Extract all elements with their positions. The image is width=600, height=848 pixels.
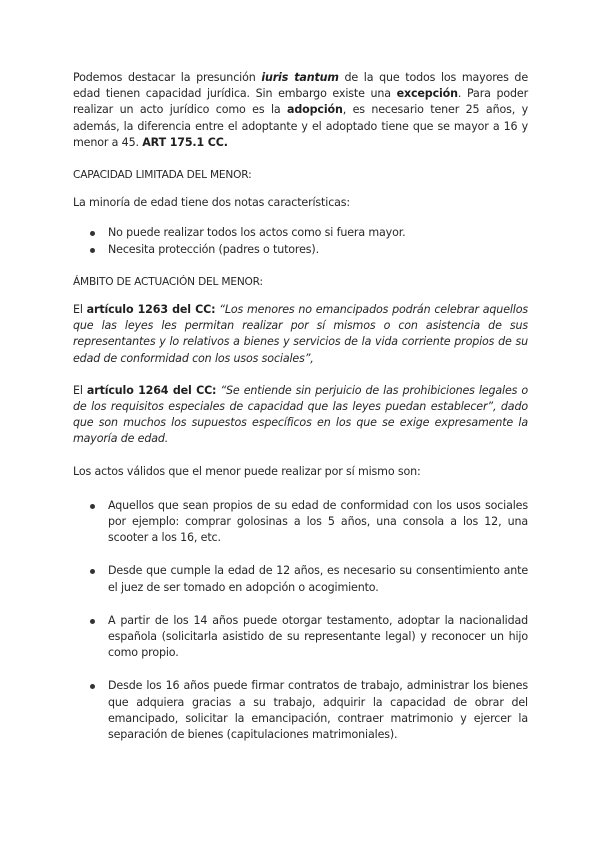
list-item-text: No puede realizar todos los actos como si fuera mayor.	[108, 226, 406, 240]
intro-text: , es necesario tener 25 años, y además, la diferencia entre el adoptante y el adoptado tiene que se mayor a 16 y menor a 45.	[73, 103, 528, 149]
section-heading-ambito: ÁMBITO DE ACTUACIÓN DEL MENOR:	[73, 275, 263, 288]
bullet-icon	[90, 619, 95, 624]
list-item	[73, 613, 528, 662]
intro-text: . Para poder realizar un acto jurídico como es la	[73, 87, 528, 117]
adopcion-term: adopción	[287, 103, 343, 117]
article-1263-quote: “Los menores no emancipados podrán celebrar aquellos que las leyes les permitan realizar por sí mismos o con asistencia de sus representantes y lo relativos a bienes y servicios de la vida corriente propios de su edad de conformidad con los usos sociales”,	[73, 303, 528, 365]
bullet-icon	[90, 569, 95, 574]
list-item	[73, 563, 528, 595]
list-item	[73, 678, 528, 743]
list-item-text: Necesita protección (padres o tutores).	[108, 242, 319, 256]
article-1263-paragraph	[73, 302, 528, 367]
article-1264-reference: artículo 1264 del CC:	[86, 383, 217, 397]
article-reference: ART 175.1 CC.	[142, 135, 228, 149]
article-1264-quote: “Se entiende sin perjuicio de las prohibiciones legales o de los requisitos especiales de capacidad que las leyes puedan establecer”, dado que son muchos los supuestos específicos en los que se exige expresamente la mayoría de edad.	[73, 383, 528, 446]
bullet-icon	[90, 231, 95, 236]
bullet-icon	[90, 684, 95, 689]
intro-text: de la que todos los mayores de edad tienen capacidad jurídica. Sin embargo existe una	[73, 71, 528, 101]
document-body	[73, 70, 528, 743]
article-1263-reference: artículo 1263 del CC:	[86, 303, 216, 317]
section-heading-capacidad: CAPACIDAD LIMITADA DEL MENOR:	[73, 169, 252, 182]
article-prefix: El	[73, 383, 87, 397]
section1-lead: La minoría de edad tiene dos notas características:	[73, 196, 351, 210]
valid-acts-list	[73, 498, 528, 743]
list-item-text: Desde los 16 años puede firmar contratos de trabajo, administrar los bienes que adquiera gracias a su trabajo, adquirir la capacidad de obrar del emancipado, solicitar la emancipación, contraer matrimonio y ejercer la separación de bienes (capitulaciones matrimoniales).	[108, 679, 528, 742]
article-1264-paragraph	[73, 383, 528, 448]
iuris-tantum-term: iuris tantum	[261, 71, 339, 84]
list-item	[73, 225, 528, 241]
bullet-icon	[90, 504, 95, 509]
characteristics-list	[73, 225, 528, 257]
intro-paragraph	[73, 70, 528, 151]
intro-text: Podemos destacar la presunción	[73, 71, 262, 84]
article-prefix: El	[73, 303, 87, 317]
list-item-text: Aquellos que sean propios de su edad de conformidad con los usos sociales por ejemplo: comprar golosinas a los 5 años, una consola a los 12, una scooter a los 16, etc.	[108, 498, 528, 545]
list-item	[73, 498, 528, 547]
list-item	[73, 242, 528, 258]
list-item-text: A partir de los 14 años puede otorgar testamento, adoptar la nacionalidad española (solicitarla asistido de su representante legal) y reconocer un hijo como propio.	[108, 613, 528, 660]
excepcion-term: excepción	[396, 87, 458, 101]
section2-lead: Los actos válidos que el menor puede realizar por sí mismo son:	[73, 464, 421, 478]
bullet-icon	[90, 248, 95, 253]
list-item-text: Desde que cumple la edad de 12 años, es necesario su consentimiento ante el juez de ser tomado en adopción o acogimiento.	[108, 564, 528, 594]
